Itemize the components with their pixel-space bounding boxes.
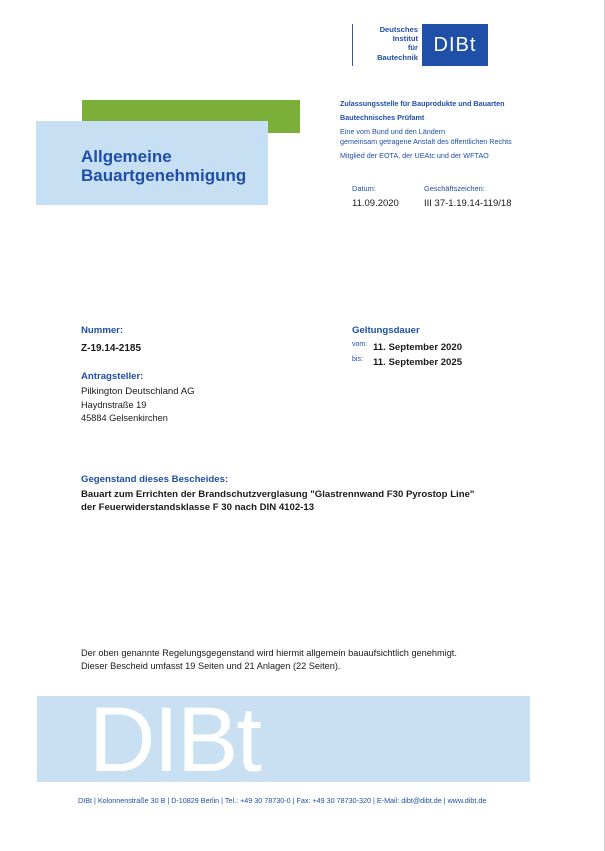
logo-line-3: für bbox=[407, 43, 418, 53]
logo-line-2: Institut bbox=[392, 34, 418, 44]
footer-banner bbox=[37, 696, 530, 782]
info-membership: Mitglied der EOTA, der UEAtc und der WFTAO bbox=[340, 151, 489, 160]
number-value: Z-19.14-2185 bbox=[81, 343, 142, 354]
datum-label: Datum: bbox=[352, 184, 376, 193]
title-line-1: Allgemeine bbox=[81, 147, 172, 166]
logo-rule bbox=[352, 24, 353, 66]
info-testing-office: Bautechnisches Prüfamt bbox=[340, 113, 425, 122]
number-label: Nummer: bbox=[81, 325, 124, 336]
applicant-name: Pilkington Deutschland AG bbox=[81, 386, 195, 397]
reference-label: Geschäftszeichen: bbox=[424, 184, 485, 193]
subject-line-1: Bauart zum Errichten der Brandschutzverglasung "Glastrennwand F30 Pyrostop Line" bbox=[81, 489, 475, 500]
logo-institute-name bbox=[359, 24, 422, 66]
applicant-city: 45884 Gelsenkirchen bbox=[81, 413, 168, 423]
subject-label: Gegenstand dieses Bescheides: bbox=[81, 474, 229, 485]
validity-to-label: bis: bbox=[352, 356, 363, 363]
document-title bbox=[81, 147, 246, 185]
statement-line-2: Dieser Bescheid umfasst 19 Seiten und 21 Anlagen (22 Seiten). bbox=[81, 661, 341, 671]
subject-line-2: der Feuerwiderstandsklasse F 30 nach DIN 4102-13 bbox=[81, 502, 315, 513]
logo-line-1: Deutsches bbox=[379, 25, 418, 34]
validity-from-value: 11. September 2020 bbox=[373, 342, 463, 353]
validity-from-label: vom: bbox=[352, 341, 368, 348]
reference-value: III 37-1.19.14-119/18 bbox=[424, 198, 512, 209]
logo-line-4: Bautechnik bbox=[377, 52, 418, 62]
banner-watermark: DIBt bbox=[89, 696, 260, 782]
applicant-street: Haydnstraße 19 bbox=[81, 400, 147, 410]
logo-mark: DIBt bbox=[422, 24, 488, 66]
footer-contact: DIBt | Kolonnenstraße 30 B | D-10829 Berlin | Tel.: +49 30 78730-0 | Fax: +49 30 78730-320 | E-Mail: dibt@dibt.de | www.dibt.de bbox=[78, 796, 487, 805]
title-line-2: Bauartgenehmigung bbox=[81, 166, 247, 185]
info-description-1: Eine vom Bund und den Ländern bbox=[340, 127, 446, 136]
datum-value: 11.09.2020 bbox=[352, 198, 399, 209]
validity-to-value: 11. September 2025 bbox=[373, 357, 463, 368]
validity-label: Geltungsdauer bbox=[352, 325, 420, 336]
info-description-2: gemeinsam getragene Anstalt des öffentlichen Rechts bbox=[340, 137, 512, 146]
info-authority: Zulassungsstelle für Bauprodukte und Bauarten bbox=[340, 99, 505, 108]
applicant-label: Antragsteller: bbox=[81, 371, 144, 382]
dibt-logo bbox=[352, 24, 488, 66]
statement-line-1: Der oben genannte Regelungsgegenstand wird hiermit allgemein bauaufsichtlich genehmigt. bbox=[81, 648, 457, 658]
